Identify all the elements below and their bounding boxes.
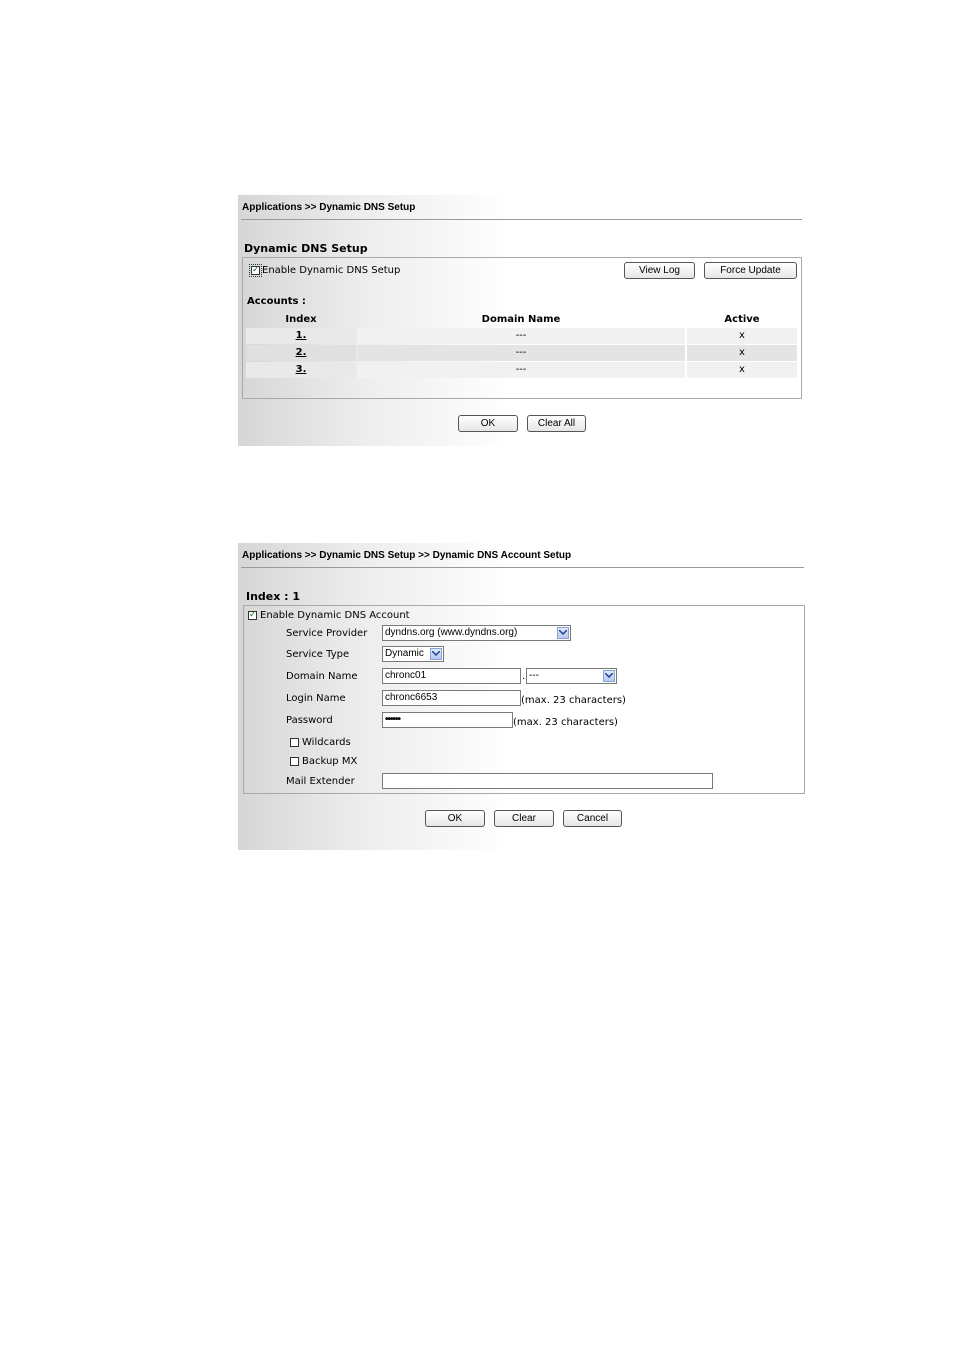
dynamic-dns-account-setup-screen	[238, 543, 806, 850]
force-update-button[interactable]: Force Update	[704, 262, 797, 279]
chevron-down-icon	[557, 627, 569, 639]
breadcrumb: Applications >> Dynamic DNS Setup	[242, 202, 416, 213]
column-header-index: Index	[285, 314, 317, 325]
enable-account-label: Enable Dynamic DNS Account	[260, 610, 410, 621]
password-label: Password	[286, 715, 333, 726]
service-type-value: Dynamic	[385, 648, 424, 659]
login-name-label: Login Name	[286, 693, 346, 704]
login-name-hint: (max. 23 characters)	[521, 695, 626, 706]
login-name-input[interactable]: chronc6653	[382, 690, 521, 706]
divider	[241, 219, 802, 220]
clear-button[interactable]: Clear	[494, 810, 554, 827]
domain-suffix-value: ---	[529, 670, 539, 681]
account-panel	[243, 605, 805, 794]
domain-suffix-select[interactable]	[526, 668, 617, 684]
chevron-down-icon	[603, 670, 615, 682]
active-cell: x	[687, 362, 797, 378]
accounts-label: Accounts :	[247, 296, 306, 307]
active-cell: x	[687, 345, 797, 361]
column-header-domain-name: Domain Name	[481, 314, 561, 325]
table-row	[246, 362, 797, 378]
account-link[interactable]: 1.	[295, 330, 307, 341]
enable-account-checkbox[interactable]: ✓	[249, 610, 257, 620]
mail-extender-label: Mail Extender	[286, 776, 355, 787]
domain-name-label: Domain Name	[286, 671, 358, 682]
ok-button[interactable]: OK	[458, 415, 518, 432]
password-hint: (max. 23 characters)	[513, 717, 618, 728]
chevron-down-icon	[430, 648, 442, 660]
clear-all-button[interactable]: Clear All	[527, 415, 586, 432]
active-cell: x	[687, 328, 797, 344]
divider	[241, 567, 804, 568]
domain-cell: ---	[357, 362, 685, 378]
service-type-label: Service Type	[286, 649, 350, 660]
wildcards-checkbox[interactable]	[290, 738, 299, 747]
domain-cell: ---	[357, 328, 685, 344]
service-type-select[interactable]	[382, 646, 444, 662]
service-provider-value: dyndns.org (www.dyndns.org)	[385, 627, 518, 638]
domain-cell: ---	[357, 345, 685, 361]
enable-dns-checkbox[interactable]: ✓	[252, 265, 260, 275]
view-log-button[interactable]: View Log	[624, 262, 695, 279]
section-title: Dynamic DNS Setup	[244, 242, 368, 255]
enable-dns-label: Enable Dynamic DNS Setup	[262, 265, 401, 276]
dynamic-dns-setup-screen	[238, 195, 805, 446]
mail-extender-input[interactable]	[382, 773, 713, 789]
table-row	[246, 345, 797, 361]
wildcards-label: Wildcards	[302, 737, 351, 748]
domain-name-input[interactable]: chronc01	[382, 668, 521, 684]
account-link[interactable]: 2.	[295, 347, 307, 358]
service-provider-label: Service Provider	[286, 628, 368, 639]
account-link[interactable]: 3.	[295, 364, 307, 375]
setup-panel	[242, 257, 802, 399]
service-provider-select[interactable]	[382, 625, 571, 641]
index-title: Index : 1	[246, 590, 301, 603]
table-row	[246, 328, 797, 344]
backup-mx-checkbox[interactable]	[290, 757, 299, 766]
password-input[interactable]: ••••••	[382, 712, 513, 728]
backup-mx-label: Backup MX	[302, 756, 358, 767]
breadcrumb: Applications >> Dynamic DNS Setup >> Dynamic DNS Account Setup	[242, 550, 572, 561]
ok-button[interactable]: OK	[425, 810, 485, 827]
column-header-active: Active	[724, 314, 760, 325]
domain-separator: .	[522, 671, 526, 682]
cancel-button[interactable]: Cancel	[563, 810, 622, 827]
